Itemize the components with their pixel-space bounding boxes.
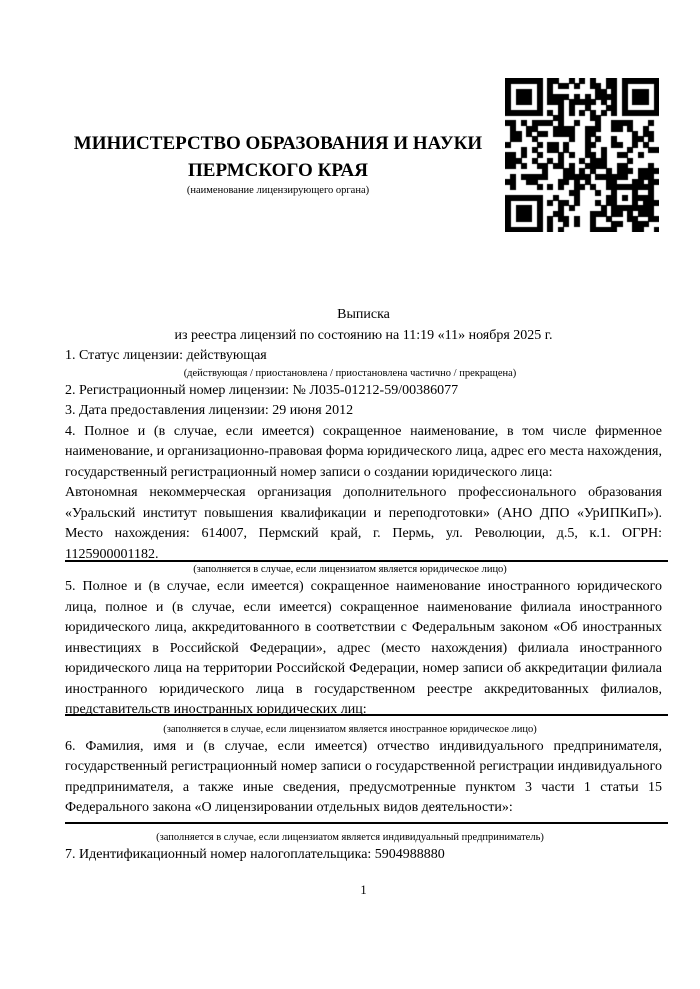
individual-entrepreneur-note: (заполняется в случае, если лицензиатом является индивидуальный предприниматель) [156, 831, 544, 843]
foreign-entity-description: 5. Полное и (в случае, если имеется) сокращенное наименование иностранного юридического лица, полное и (в случае, если имеется) сокращенное наименование филиала иностранного юридического лица, аккредитованного в соответствии с Федеральным законом «Об иностранных инвестициях в Российской Федерации», адрес (место нахождения) филиала иностранного юридического лица на территории Российской Федерации, номер записи об аккредитации филиала иностранного юридического лица в государственном реестре аккредитованных филиалов, представительств иностранных юридических лиц: [65, 579, 662, 717]
legal-entity-value: Автономная некоммерческая организация дополнительного профессионального образования «Уральский институт повышения квалификации и переподготовки» (АНО ДПО «УрИПКиП»). Место нахождения: 614007, Пермский край, г. Пермь, ул. Революции, д.5, к.1. ОГРН: 1125900001182. [65, 485, 662, 562]
license-status-value: действующая [186, 348, 267, 363]
taxpayer-number-value: 5904988880 [374, 846, 445, 862]
licensing-authority-caption: (наименование лицензирующего органа) [186, 185, 370, 196]
legal-entity-description: 4. Полное и (в случае, если имеется) сокращенное наименование, в том числе фирменное наименование, и организационно-правовая форма юридического лица, адрес его места нахождения, государственный регистрационный номер записи о создании юридического лица: [65, 423, 662, 480]
ministry-name-line2: ПЕРМСКОГО КРАЯ [188, 160, 368, 181]
legal-entity-note: (заполняется в случае, если лицензиатом является юридическое лицо) [193, 564, 507, 575]
registration-number-label: 2. Регистрационный номер лицензии: [65, 382, 290, 398]
licensing-authority-header [65, 130, 491, 198]
registration-number-line [65, 381, 662, 402]
license-status-line [65, 346, 662, 367]
document-content [65, 0, 662, 900]
individual-entrepreneur-description: 6. Фамилия, имя и (в случае, если имеется) отчество индивидуального предпринимателя, государственный регистрационный номер записи о государственной регистрации индивидуального предпринимателя, а также иные сведения, предусмотренные пунктом 3 части 1 статьи 15 Федерального закона «О лицензировании отдельных видов деятельности»: [65, 738, 662, 815]
page-number: 1 [360, 883, 367, 897]
taxpayer-number-line [65, 845, 662, 866]
license-status-options-note: (действующая / приостановлена / приостановлена частично / прекращена) [183, 367, 517, 379]
taxpayer-number-label: 7. Идентификационный номер налогоплательщика: [65, 846, 372, 862]
blank-field-line [65, 822, 668, 824]
foreign-entity-note: (заполняется в случае, если лицензиатом является иностранное юридическое лицо) [163, 723, 537, 735]
title-line2: из реестра лицензий по состоянию на 11:19 «11» ноября 2025 г. [174, 327, 553, 343]
ministry-name-line1: МИНИСТЕРСТВО ОБРАЗОВАНИЯ И НАУКИ [73, 133, 483, 154]
grant-date-line [65, 401, 662, 422]
registration-number-value: № Л035-01212-59/00386077 [292, 382, 459, 398]
title-line1: Выписка [337, 307, 390, 322]
document-title [65, 305, 662, 346]
license-status-label: 1. Статус лицензии: [65, 348, 184, 363]
grant-date-label: 3. Дата предоставления лицензии: [65, 403, 269, 418]
grant-date-value: 29 июня 2012 [272, 403, 354, 418]
